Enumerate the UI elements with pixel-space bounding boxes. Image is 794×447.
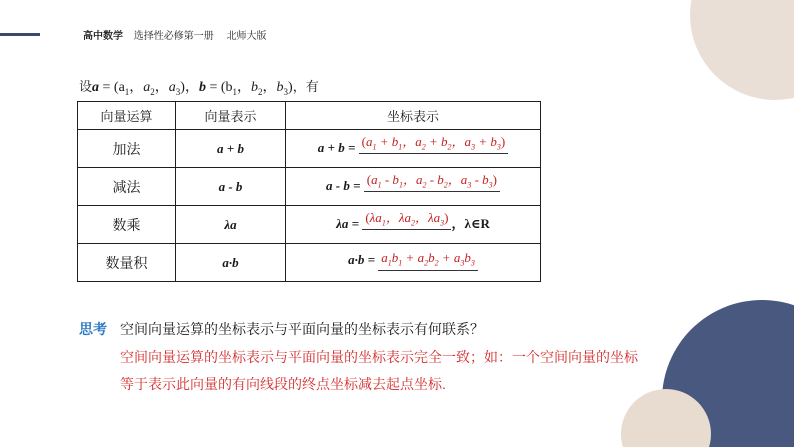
coordinate-table bbox=[77, 101, 541, 282]
col-header-coord: 坐标表示 bbox=[286, 102, 541, 130]
header-book: 选择性必修第一册 bbox=[133, 31, 214, 42]
col-header-op: 向量运算 bbox=[78, 102, 176, 130]
decor-circle-top bbox=[690, 0, 794, 100]
coord-cell: $a\cdot b = a_1b_1 + a_2b_2 + a_3b_3$ bbox=[286, 244, 541, 282]
op-cell: 数量积 bbox=[78, 244, 176, 282]
table-row-sub bbox=[78, 168, 541, 206]
answer-fill: ($a_1 - b_1$，$a_2 - b_2$，$a_3 - b_3$) bbox=[364, 169, 500, 193]
table-header-row bbox=[78, 102, 541, 130]
header-accent-bar bbox=[0, 33, 40, 36]
op-cell: 加法 bbox=[78, 130, 176, 168]
think-label: 思考 bbox=[79, 321, 107, 337]
answer-fill: ($a_1 + b_1$，$a_2 + b_2$，$a_3 + b_3$) bbox=[359, 131, 509, 155]
table-row-dot bbox=[78, 244, 541, 282]
think-answer-line-1: 空间向量运算的坐标表示与平面向量的坐标表示完全一致；如：一个空间向量的坐标 bbox=[120, 349, 638, 365]
expr-cell: a·b bbox=[176, 244, 286, 282]
intro-b: b bbox=[198, 80, 206, 95]
table-row-add bbox=[78, 130, 541, 168]
expr-cell: λa bbox=[176, 206, 286, 244]
answer-fill: ($\lambda a_1$，$\lambda a_2$，$\lambda a_3$) bbox=[362, 207, 451, 231]
header bbox=[83, 27, 267, 42]
answer-fill: $a_1b_1 + a_2b_2 + a_3b_3$ bbox=[378, 250, 478, 271]
expr-cell: a - b bbox=[176, 168, 286, 206]
coord-cell: $\lambda a = (\lambda a_1$，$\lambda a_2$，$\lambda a_3$) ，λ∈R bbox=[286, 206, 541, 244]
col-header-vector: 向量表示 bbox=[176, 102, 286, 130]
coord-cell: $a + b = (a_1 + b_1$，$a_2 + b_2$，$a_3 + b_3$) bbox=[286, 130, 541, 168]
think-answer-line-2: 等于表示此向量的有向线段的终点坐标减去起点坐标. bbox=[120, 376, 446, 392]
op-cell: 减法 bbox=[78, 168, 176, 206]
expr-cell: a + b bbox=[176, 130, 286, 168]
intro-prefix: 设 bbox=[79, 80, 93, 95]
intro-suffix: ，有 bbox=[292, 80, 319, 95]
table-row-scalar bbox=[78, 206, 541, 244]
intro-a: a bbox=[92, 80, 100, 95]
header-edition: 北师大版 bbox=[226, 31, 267, 42]
think-question: 空间向量运算的坐标表示与平面向量的坐标表示有何联系？ bbox=[120, 321, 484, 337]
header-subject: 高中数学 bbox=[83, 31, 123, 42]
coord-cell: $a - b = (a_1 - b_1$，$a_2 - b_2$，$a_3 - b_3$) bbox=[286, 168, 541, 206]
op-cell: 数乘 bbox=[78, 206, 176, 244]
intro-line: 设$a = (a_1$，$a_2$，$a_3$)，$b = (b_1$，$b_2$，$b_3$)，有 bbox=[79, 80, 319, 97]
